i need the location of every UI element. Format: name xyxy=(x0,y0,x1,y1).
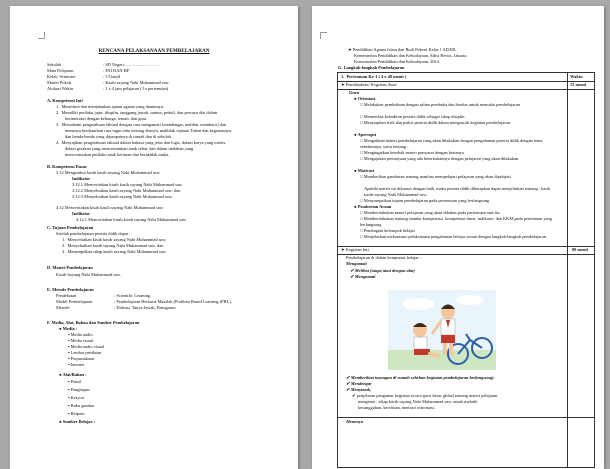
identity-label: Materi Pokok xyxy=(47,80,72,85)
identity-label: Mata Pelajaran xyxy=(47,68,74,73)
motivasi-item: □ Menyampaikan tujuan pembelajaran pada pertemuan yang berlangsung xyxy=(360,198,490,203)
section-heading-e: E. Metode Pembelajaran xyxy=(47,287,94,292)
sumber-item: ➤ Pendidikan Agama Islam dan Budi Pekerti Kelas 1 SD/MI, xyxy=(348,47,457,52)
media-item: ▪ Perpustakaan xyxy=(68,356,95,361)
media-item: ▪ Internet xyxy=(68,362,85,367)
metode-label: Model Pembelajaran xyxy=(56,299,93,304)
rpp-title: RENCANA PELAKSANAAN PEMBELAJARAN xyxy=(98,48,210,54)
ki-item-cont: dan benda-benda yang dijumpainya di rumah dan di sekolah. xyxy=(65,134,172,139)
caption-item: ✔ Memberikan tayangan di rumah sebelum kegiatan pembelajaran berlangsung). xyxy=(346,375,495,380)
penjelasan-item-cont: mengenai : sikap kasih sayang Nabi Muhammad saw. untuk melatih xyxy=(358,399,478,404)
apersepsi-heading: ● Apersepsi xyxy=(354,132,377,137)
document-page-1 xyxy=(10,6,298,469)
identity-label: Kelas/ Semester xyxy=(47,74,76,79)
melihat-item: ✔ Melihat (tanpa atau dengan alat) xyxy=(350,268,415,273)
apersepsi-item: □ Mengajukan pertanyaan yang ada keterkaitannya dengan pelajaran yang akan dilakukan. xyxy=(360,156,520,161)
metode-value: : Pembelajaran Berbasis Masalah (Problem Based Learning (PBL), xyxy=(114,299,232,304)
ki-item: 1. Menerima dan menjalankan ajaran agama yang dianutnya. xyxy=(56,104,165,109)
waktu-pendahuluan: 15 menit xyxy=(570,82,587,87)
media-item: ▪ Media visual xyxy=(68,338,94,343)
kd-item: 3.12 Mengetahui kisah kasih sayang Nabi Muhammad saw. xyxy=(56,170,161,175)
kd-item: 3.12.3 Menyebutkan kasih sayang Nabi Muhammad saw. xyxy=(72,194,173,199)
section-heading-g: G. Langkah-langkah Pembelajaran xyxy=(338,65,405,70)
pemberian-item: □ Menjelaskan mekanisme pelaksanaan pengalaman belajar sesuai dengan langkah-langkah pembelajaran. xyxy=(360,234,547,239)
alat-label: ● Alat/Bahan : xyxy=(59,372,87,377)
inti-heading: ➤ Kegiatan Inti xyxy=(341,247,369,252)
kd-item: 4.12.1 Menceritakan kisah kasih sayang Nabi Muhammad saw. xyxy=(76,217,187,222)
penjelasan-item: ✔ penjelasan pengantar kegiatan secara garis besar global tentang materi pelajaran xyxy=(352,393,498,398)
mengamati-label: Mengamati xyxy=(346,261,367,266)
motivasi-heading: ● Motivasi xyxy=(354,168,375,173)
steps-table xyxy=(337,72,595,468)
table-column-divider xyxy=(567,73,568,467)
kd-indikator: Indikator xyxy=(72,211,91,216)
penjelasan-item-cont: kesungguhan, ketelitian, mencari informasi. xyxy=(358,405,436,410)
identity-value: : 1 x 4 jam pelajaran ( 1x pertemuan) xyxy=(103,86,169,91)
cloud-icon xyxy=(456,295,484,305)
guru-label: Guru xyxy=(349,90,360,95)
kd-item: 3.12.2 Menyebutkan kasih sayang Nabi Muhammad saw. dan xyxy=(72,188,180,193)
table-header-waktu: Waktu xyxy=(570,74,583,79)
illustration-ground xyxy=(388,350,496,370)
menanya-label: Menanya xyxy=(346,419,364,424)
metode-value: : Scientific Learning xyxy=(114,293,151,298)
media-item: ▪ Media audio xyxy=(68,332,93,337)
motivasi-item: Apabila materi ini dikuasai dengan baik, maka peserta didik diharapkan dapat menjelaskan tentang : kasih kasih sayang Nabi Muhammad saw. xyxy=(364,186,551,197)
menyimak-item: ✔ Menyimak, xyxy=(346,387,372,392)
ki-item-cont: berinteraksi dengan keluarga, teman, dan guru. xyxy=(65,116,148,121)
tujuan-item: 3. Menampilkan sikap kasih sayang Nabi Muhammad saw. xyxy=(62,249,167,254)
pemberian-item: □ Pembagian kelompok belajar xyxy=(360,228,415,233)
ki-item: 3. Memahami pengetahuan faktual dengan cara mengamati [mendengar, melihat, membaca] dan xyxy=(56,122,227,127)
section-heading-a: A. Kompetensi Inti xyxy=(47,98,83,103)
pemberian-heading: ● Pemberian Acuan xyxy=(354,204,392,209)
waktu-inti: 90 menit xyxy=(571,247,589,252)
identity-value: : SD Negeri…………………… xyxy=(103,62,160,67)
motivasi-item: □ Memberikan gambaran tentang manfaat mempelajari pelajaran yang akan dipelajari. xyxy=(360,174,512,179)
identity-label: Alokasi Waktu xyxy=(47,86,74,91)
alat-item: ▪ Belpoin xyxy=(68,411,85,416)
identity-value: : PAI DAN BP xyxy=(103,68,130,73)
metode-value: : Diskusi, Tanya Jawab, Penugasan xyxy=(114,305,176,310)
metode-label: Pendekatan xyxy=(56,293,77,298)
mengamati-item: ✔ Mengamati xyxy=(350,274,376,279)
ki-item: 4. Menyajikan pengetahuan faktual dalam bahasa yang jelas dan logis, dalam karya yang estetis, xyxy=(56,140,227,145)
sumber-item-cont: Kementerian Pendidikan dan Kebudayaan, Edisi Revisi, Jakarta. xyxy=(354,53,468,58)
kd-indikator: Indikator xyxy=(72,176,91,181)
metode-label: Metode xyxy=(56,305,70,310)
orientasi-item: □ Melakukan pembukaan dengan salam pembuka dan berdoa untuk memulai pembelajaran xyxy=(360,102,520,107)
identity-label: Sekolah xyxy=(47,62,62,67)
media-label: ● Media : xyxy=(59,326,78,331)
identity-value: : I /Ganjil xyxy=(103,74,121,79)
table-row-divider xyxy=(338,89,594,90)
kd-item: 4.12 Menceritakan kisah kasih sayang Nabi Muhammad saw. xyxy=(56,205,164,210)
table-row-divider xyxy=(338,417,594,418)
pendahuluan-heading: ➤ Pendahuluan/ Kegiatan Awal xyxy=(341,82,397,87)
ki-item: 2. Memiliki perilaku jujur, disiplin, tanggung jawab, santun, peduli, dan percaya diri dalam xyxy=(56,110,218,115)
pemberian-item: □ Memberitahukan materi pelajaran yang akan dibahas pada pertemuan saat itu. xyxy=(360,210,501,215)
section-heading-c: C. Tujuan Pembelajaran xyxy=(47,225,94,230)
orientasi-item: □ Menyiapkan fisik dan psikis peserta didik dalam mengawali kegiatan pembelajaran. xyxy=(360,120,512,125)
apersepsi-item: □ Mengaitkan materi pembelajaran yang akan dilakukan dengan pengalaman peserta didik dengan tema sebelumnya, yaitu tentang : xyxy=(360,138,543,149)
media-item: ▪ Lembar penilaian xyxy=(68,350,102,355)
alat-item: ▪ Pensil xyxy=(68,379,82,384)
tujuan-item: 2. Menyebutkan kasih sayang Nabi Muhammad saw. dan xyxy=(62,243,164,248)
table-row-divider xyxy=(338,246,594,247)
media-item: ▪ Media audio visual xyxy=(68,344,105,349)
ki-item-cont: mencerminkan perilaku anak beriman dan berakhlak mulia. xyxy=(65,152,170,157)
children-bicycle-illustration xyxy=(388,290,496,370)
sumber-item-cont: Kementerian Pendidikan dan Kebudayaan, 2014. xyxy=(354,59,441,64)
cloud-icon xyxy=(402,298,434,310)
section-heading-f: F. Media, Alat, Bahan dan Sumber Pembelajaran xyxy=(47,320,140,325)
table-header: 1. Pertemuan Ke-1 ( 4 x 40 menit ) xyxy=(341,74,407,79)
orientasi-heading: ● Orientasi xyxy=(354,96,376,101)
tujuan-intro: Setelah pembelajaran peserta didik dapat : xyxy=(56,231,131,236)
kd-item: 3.12.1 Menceritakan kisah kasih sayang Nabi Muhammad saw. xyxy=(72,182,183,187)
apersepsi-item: □ Mengingatkan kembali materi prasyarat dengan bertanya. xyxy=(360,150,465,155)
pemberian-item: □ Memberitahukan tentang standar kompetensi, kompetensi dasar, indikator, dan KKM pada pertemuan yang berlangsung xyxy=(360,216,552,227)
document-page-2 xyxy=(312,6,604,469)
section-heading-d: D. Materi Pembelajaran xyxy=(47,265,93,270)
ki-item-cont: menanya berdasarkan rasa ingin tahu tentang dirinya, makhluk ciptaan Tuhan dan kegiatannya, xyxy=(65,128,232,133)
alat-item: ▪ Penghapus xyxy=(68,387,90,392)
crop-mark xyxy=(38,32,45,39)
alat-item: ▪ Krayon xyxy=(68,395,84,400)
identity-value: : Kasih sayang Nabi Muhammad saw. xyxy=(103,80,170,85)
orientasi-item: □ Memeriksa kehadiran peserta didik sebagai sikap disiplin xyxy=(360,114,465,119)
alat-item: ▪ Buku gambar xyxy=(68,403,95,408)
section-heading-b: B. Kompetensi Dasar xyxy=(47,164,87,169)
ki-item-cont: dalam gerakan yang mencerminkan anak sehat, dan dalam tindakan yang xyxy=(65,146,194,151)
materi-text: Kasih Sayang Nabi Muhammad saw. xyxy=(56,272,121,277)
sumber-label: ● Sumber Belajar : xyxy=(59,419,96,424)
crop-mark xyxy=(320,32,327,39)
tujuan-item: 1. Menceritakan kisah kasih sayang Nabi Muhammad saw. xyxy=(62,237,167,242)
inti-intro: Pembelajaran di dalam komputasi belajar : xyxy=(346,255,421,260)
mendengar-item: ✔ Mendengar xyxy=(346,381,372,386)
